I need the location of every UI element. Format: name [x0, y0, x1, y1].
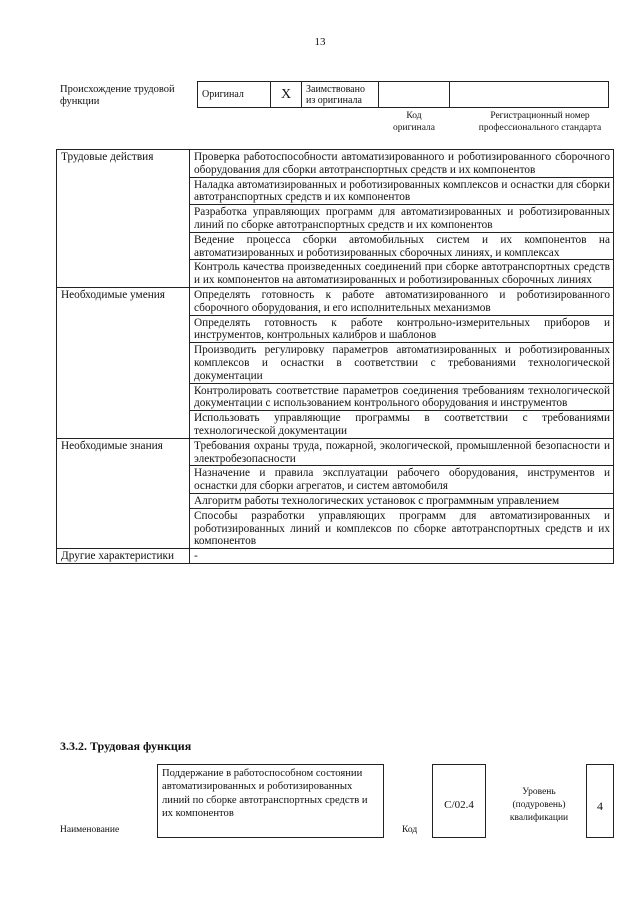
qualification-level-box: 4 — [586, 764, 614, 838]
item-cell: Требования охраны труда, пожарной, экологической, промышленной безопасности и электробезопасности — [190, 438, 614, 466]
item-cell: - — [190, 549, 614, 564]
category-cell: Необходимые знания — [57, 438, 190, 548]
original-cell: Оригинал — [198, 82, 271, 108]
function-details-table — [56, 149, 614, 564]
registration-number-label: Регистрационный номер профессионального стандарта — [478, 111, 602, 133]
section-heading: 3.3.2. Трудовая функция — [60, 739, 192, 753]
item-cell: Ведение процесса сборки автомобильных систем и их компонентов на автоматизированных и роботизированных сборочных линиях, и комплексах — [190, 232, 614, 260]
function-code-box: C/02.4 — [432, 764, 486, 838]
origin-table — [197, 81, 609, 108]
item-cell: Наладка автоматизированных и роботизированных комплексов и оснастки для сборки автотранспортных средств и их компонентов — [190, 177, 614, 205]
name-label: Наименование — [60, 825, 120, 835]
item-cell: Контроль качества произведенных соединений при сборке автотранспортных средств и их компонентов на автоматизированных и роботизированных сборочных линиях — [190, 260, 614, 288]
page-number: 13 — [314, 36, 326, 48]
original-code-label: Код оригинала — [393, 111, 435, 133]
item-cell: Использовать управляющие программы в соответствии с требованиями технологической документации — [190, 411, 614, 439]
borrowed-cell: Заимствовано из оригинала — [302, 82, 379, 108]
item-cell: Назначение и правила эксплуатации рабочего оборудования, инструментов и оснастки для сборки агрегатов, и систем автомобиля — [190, 466, 614, 494]
item-cell: Контролировать соответствие параметров соединения требованиям технологической документации с использованием контрольного оборудования и инструментов — [190, 383, 614, 411]
qualification-level-label: Уровень (подуровень) квалификации — [509, 787, 569, 823]
category-cell: Другие характеристики — [57, 549, 190, 564]
original-mark: X — [271, 82, 302, 108]
table-row — [57, 287, 614, 315]
item-cell: Способы разработки управляющих программ для автоматизированных и роботизированных линий и комплексов по сборке автотранспортных средств и их компонентов — [190, 508, 614, 548]
item-cell: Определять готовность к работе автоматизированного и роботизированного сборочного оборудования, и его исполнительных механизмов — [190, 287, 614, 315]
origin-label: Происхождение трудовой функции — [60, 84, 175, 107]
table-row — [57, 150, 614, 178]
item-cell: Проверка работоспособности автоматизированного и роботизированного сборочного оборудования для сборки автотранспортных средств и их компонентов — [190, 150, 614, 178]
item-cell: Алгоритм работы технологических установок с программным управлением — [190, 493, 614, 508]
registration-number-cell — [450, 82, 609, 108]
table-row — [57, 438, 614, 466]
item-cell: Определять готовность к работе контрольно-измерительных приборов и инструментов, контрольных калибров и шаблонов — [190, 315, 614, 343]
original-code-cell — [379, 82, 450, 108]
item-cell: Разработка управляющих программ для автоматизированных и роботизированных линий по сборке автотранспортных средств и их компонентов — [190, 205, 614, 233]
code-label: Код — [402, 825, 418, 835]
table-row — [57, 549, 614, 564]
item-cell: Производить регулировку параметров автоматизированных и роботизированных комплексов и оснастки в соответствии с требованиями технологической документации — [190, 343, 614, 383]
category-cell: Необходимые умения — [57, 287, 190, 438]
function-name-box: Поддержание в работоспособном состоянии автоматизированных и роботизированных линий по сборке автотранспортных средств и их компонентов — [157, 764, 384, 838]
category-cell: Трудовые действия — [57, 150, 190, 288]
